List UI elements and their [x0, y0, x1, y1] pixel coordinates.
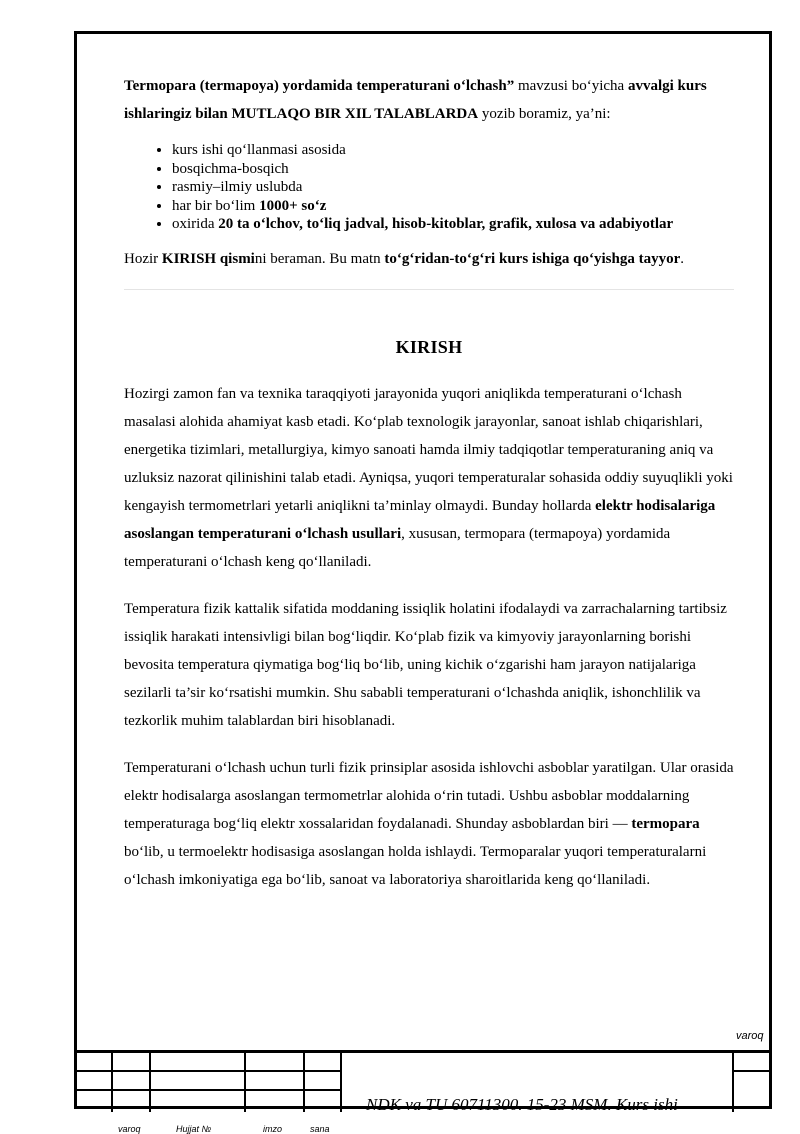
paragraph-text: bo‘lib, u termoelektr hodisasiga asoslangan holda ishlaydi. Termoparalar yuqori temperaturalarni o‘lchash imkoniyatiga ega bo‘lib, sanoat va laboratoriya sharoitlarida keng qo‘llaniladi.	[124, 843, 707, 888]
column-label-signature: imzo	[263, 1124, 283, 1134]
ready-text: Hozir	[124, 250, 162, 267]
grid-line	[74, 1089, 342, 1091]
intro-text: mavzusi bo‘yicha	[514, 78, 628, 94]
list-item-emphasis: 1000+ so‘z	[259, 197, 327, 214]
grid-line	[732, 1070, 772, 1072]
ready-paragraph	[124, 245, 734, 273]
list-item: • bosqichma-bosqich	[172, 160, 734, 179]
requirement-emphasis: avvalgi kurs ishlaringiz bilan MUTLAQO BIR XIL TALABLARDA	[124, 78, 707, 122]
topic-title: Termopara (termapoya) yordamida temperaturani o‘lchash”	[124, 78, 515, 94]
list-item: • rasmiy–ilmiy uslubda	[172, 178, 734, 197]
ready-emphasis: to‘g‘ridan-to‘g‘ri kurs ishiga qo‘yishga tayyor	[384, 250, 681, 267]
list-item: • kurs ishi qo‘llanmasi asosida	[172, 141, 734, 160]
column-label-date: sana	[310, 1124, 330, 1134]
column-label-doc-number: Hujjat №	[176, 1124, 212, 1134]
body-paragraph: Temperatura fizik kattalik sifatida moddaning issiqlik holatini ifodalaydi va zarrachalarning tartibsiz issiqlik harakati intensivligi bilan bog‘liqdir. Ko‘plab fizik va kimyoviy jarayonlarning borishi bevosita temperatura qiymatiga bog‘liq bo‘lib, uning kichik o‘zgarishi ham jarayon natijalariga sezilarli ta’sir ko‘rsatishi mumkin. Shu sababli temperaturani o‘lchashda aniqlik, ishonchlilik va tezkorlik muhim talablardan biri hisoblanadi.	[124, 600, 727, 729]
document-body	[124, 72, 734, 894]
sheet-label: varoq	[736, 1030, 764, 1042]
paragraph-text: Temperaturani o‘lchash uchun turli fizik prinsiplar asosida ishlovchi asboblar yaratilgan. Ular orasida elektr hodisalarga asoslangan termometrlar alohida o‘rin tutadi. Ushbu asboblar moddalarning temperaturaga bog‘liq elektr xossalaridan foydalanadi. Shunday asboblardan biri —	[124, 759, 734, 832]
divider	[124, 289, 734, 290]
grid-line	[732, 1053, 734, 1112]
requirements-list	[124, 141, 734, 234]
ready-emphasis: KIRISH qismi	[161, 250, 255, 267]
body-paragraph	[124, 754, 734, 894]
list-item-text: oxirida	[172, 216, 219, 232]
paragraph-text: Hozirgi zamon fan va texnika taraqqiyoti jarayonida yuqori aniqlikda temperaturani o‘lchash masalasi alohida ahamiyat kasb etadi. Ko‘plab texnologik jarayonlar, sanoat ishlab chiqarishlari, energetika tizimlari, metallurgiya, kimyo sanoati hamda ilmiy tadqiqotlar temperaturaning aniq va uzluksiz nazorat qilinishini talab etadi. Ayniqsa, yuqori temperaturalar sohasida oddiy suyuqlikli yoki kengayish termometrlari yetarli aniqlikni ta’minlay olmaydi. Bunday hollarda	[124, 385, 733, 514]
grid-line	[303, 1053, 305, 1112]
ready-text: ni beraman. Bu matn	[254, 250, 385, 267]
grid-line	[244, 1053, 246, 1112]
intro-paragraph	[124, 72, 734, 128]
column-label-sheet: varoq	[118, 1124, 141, 1134]
grid-line	[340, 1053, 342, 1112]
document-code: NDK va TU 60711300. 15-23 MSM. Kurs ishi	[366, 1095, 678, 1114]
list-item-text: har bir bo‘lim	[172, 197, 260, 214]
paragraph-text: , xususan, termopara (termapoya) yordamida temperaturani o‘lchash keng qo‘llaniladi.	[124, 525, 671, 570]
grid-line	[74, 1070, 342, 1072]
paragraph-emphasis: termopara	[631, 815, 700, 832]
grid-line	[149, 1053, 151, 1112]
section-title: KIRISH	[395, 336, 463, 357]
paragraph-emphasis: elektr hodisalariga asoslangan temperaturani o‘lchash usullari	[124, 497, 716, 542]
list-item	[172, 215, 734, 234]
list-item	[172, 197, 734, 216]
intro-text: yozib boramiz, ya’ni:	[478, 106, 611, 122]
ready-text: .	[680, 250, 685, 267]
list-item-emphasis: 20 ta o‘lchov, to‘liq jadval, hisob-kitoblar, grafik, xulosa va adabiyotlar	[218, 216, 674, 232]
body-paragraph	[124, 380, 734, 576]
grid-line	[111, 1053, 113, 1112]
